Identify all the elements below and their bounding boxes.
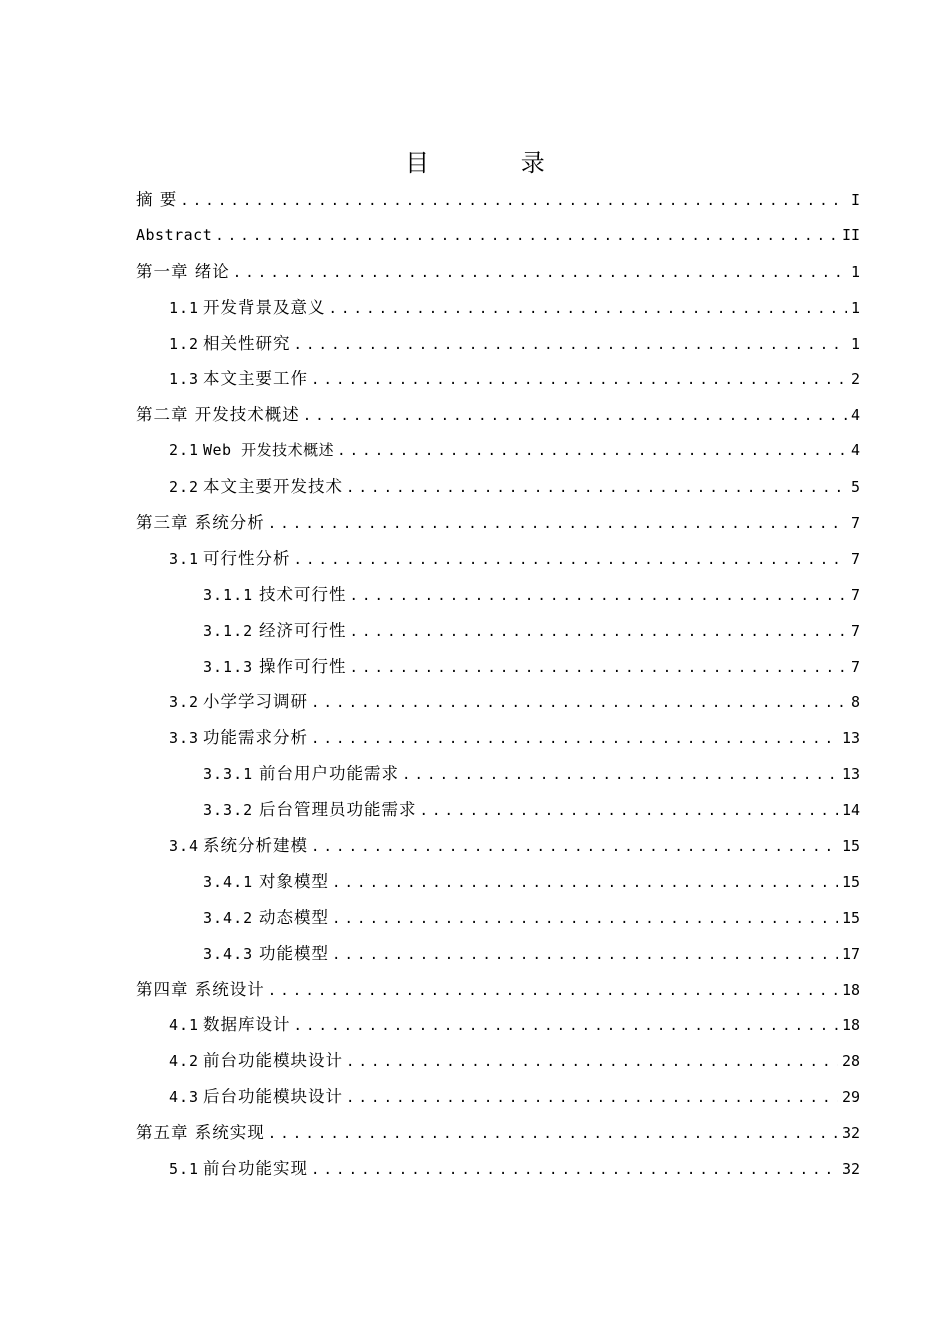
- toc-dot-leader: [294, 1009, 838, 1045]
- toc-dot-leader: [303, 399, 847, 435]
- toc-entry[interactable]: [136, 541, 860, 577]
- toc-dot-leader: [268, 974, 838, 1010]
- toc-dot-leader: [311, 830, 838, 866]
- toc-entry-page-number: 17: [841, 944, 860, 963]
- toc-entry-label: 功能需求分析: [203, 728, 308, 748]
- toc-entry-label: 第一章 绪论: [136, 261, 230, 281]
- toc-entry-page-number: 7: [850, 549, 860, 568]
- toc-entry-label: 数据库设计: [203, 1015, 291, 1035]
- toc-entry-label: 本文主要工作: [203, 369, 308, 389]
- toc-entry-label: 对象模型: [259, 871, 329, 891]
- toc-dot-leader: [311, 722, 838, 758]
- toc-entry-page-number: 5: [850, 478, 860, 497]
- toc-dot-leader: [294, 328, 847, 364]
- toc-entry-page-number: 15: [841, 837, 860, 856]
- toc-entry-number: 3.1: [169, 549, 210, 568]
- toc-dot-leader: [294, 543, 847, 579]
- toc-entry-page-number: 14: [841, 801, 860, 820]
- toc-dot-leader: [311, 363, 847, 399]
- table-of-contents: [136, 182, 860, 1187]
- toc-dot-leader: [420, 794, 838, 830]
- toc-entry-page-number: 32: [841, 1160, 860, 1179]
- toc-entry-page-number: 4: [850, 406, 860, 425]
- toc-entry[interactable]: [136, 254, 860, 290]
- toc-dot-leader: [268, 1117, 838, 1153]
- toc-entry-label: 功能模型: [259, 943, 329, 963]
- toc-dot-leader: [268, 507, 847, 543]
- toc-entry-label: 前台功能模块设计: [203, 1051, 343, 1071]
- toc-dot-leader: [329, 292, 847, 328]
- toc-dot-leader: [350, 651, 847, 687]
- toc-entry-number: 3.4.1: [203, 872, 264, 891]
- toc-entry-number: 1.2: [169, 334, 210, 353]
- toc-dot-leader: [233, 256, 847, 292]
- toc-entry[interactable]: [136, 1007, 860, 1043]
- toc-entry[interactable]: [136, 326, 860, 362]
- toc-entry-page-number: 13: [841, 765, 860, 784]
- toc-dot-leader: [311, 686, 847, 722]
- toc-entry-label: 第五章 系统实现: [136, 1123, 265, 1143]
- toc-entry-number: 5.1: [169, 1160, 210, 1179]
- toc-entry-label: 开发背景及意义: [203, 297, 326, 317]
- toc-entry[interactable]: [136, 900, 860, 936]
- toc-entry-number: 1.1: [169, 298, 210, 317]
- toc-entry[interactable]: [136, 613, 860, 649]
- toc-entry[interactable]: [136, 864, 860, 900]
- toc-entry-page-number: 32: [841, 1124, 860, 1143]
- toc-entry-page-number: 7: [850, 585, 860, 604]
- toc-entry-label: 相关性研究: [203, 333, 291, 353]
- toc-entry-page-number: 18: [841, 1016, 860, 1035]
- toc-entry[interactable]: [136, 720, 860, 756]
- toc-entry[interactable]: [136, 397, 860, 433]
- toc-entry[interactable]: [136, 433, 860, 469]
- toc-dot-leader: [337, 434, 847, 470]
- toc-entry-page-number: 18: [841, 980, 860, 999]
- toc-entry-number: 2.1: [169, 441, 210, 460]
- toc-dot-leader: [350, 615, 847, 651]
- toc-entry-label: 第四章 系统设计: [136, 979, 265, 999]
- toc-entry-number: 1.3: [169, 370, 210, 389]
- toc-entry-number: 3.1.1: [203, 585, 264, 604]
- toc-entry-number: 3.3: [169, 729, 210, 748]
- toc-entry[interactable]: [136, 218, 860, 254]
- toc-entry-number: 3.2: [169, 693, 200, 712]
- toc-entry-page-number: 1: [850, 298, 860, 317]
- toc-entry-page-number: I: [850, 191, 860, 209]
- toc-entry-number: 3.4: [169, 837, 210, 856]
- toc-entry[interactable]: [136, 1079, 860, 1115]
- toc-entry[interactable]: [136, 290, 860, 326]
- toc-entry-page-number: 28: [841, 1052, 860, 1071]
- toc-entry-label: 摘 要: [136, 190, 178, 209]
- toc-entry[interactable]: [136, 1115, 860, 1151]
- toc-dot-leader: [350, 579, 847, 615]
- toc-entry-page-number: 7: [850, 657, 860, 676]
- toc-entry-page-number: 2: [850, 370, 860, 389]
- toc-dot-leader: [332, 902, 838, 938]
- toc-entry-number: 3.4.2: [203, 908, 264, 927]
- toc-entry-page-number: 7: [850, 514, 860, 533]
- toc-dot-leader: [402, 758, 838, 794]
- toc-entry[interactable]: [136, 936, 860, 972]
- toc-entry-number: 4.1: [169, 1016, 210, 1035]
- toc-entry-page-number: 1: [850, 262, 860, 281]
- toc-entry-label: 系统分析建模: [203, 836, 308, 856]
- toc-entry-page-number: 1: [850, 334, 860, 353]
- toc-entry-label: 前台功能实现: [203, 1159, 308, 1179]
- toc-entry[interactable]: [136, 756, 860, 792]
- toc-entry-label: 动态模型: [259, 907, 329, 927]
- toc-entry-number: 3.4.3: [203, 944, 264, 963]
- toc-entry-label: 小学学习调研: [203, 692, 308, 712]
- toc-dot-leader: [346, 471, 847, 507]
- toc-entry-number: 2.2: [169, 478, 210, 497]
- toc-entry-number: 4.2: [169, 1052, 210, 1071]
- toc-entry-number: 3.3.1: [203, 765, 264, 784]
- toc-entry-label: 本文主要开发技术: [203, 477, 343, 497]
- toc-dot-leader: [332, 866, 838, 902]
- toc-entry[interactable]: [136, 684, 860, 720]
- toc-entry-label: 后台管理员功能需求: [259, 800, 417, 820]
- toc-entry[interactable]: [136, 1151, 860, 1187]
- toc-entry-label: Web 开发技术概述: [203, 441, 335, 460]
- toc-entry[interactable]: [136, 649, 860, 685]
- toc-entry-label: 操作可行性: [259, 656, 347, 676]
- toc-entry[interactable]: [136, 792, 860, 828]
- toc-dot-leader: [346, 1045, 838, 1081]
- toc-entry[interactable]: [136, 505, 860, 541]
- toc-entry[interactable]: [136, 1043, 860, 1079]
- toc-entry[interactable]: [136, 361, 860, 397]
- toc-entry[interactable]: [136, 577, 860, 613]
- toc-entry-page-number: 15: [841, 908, 860, 927]
- toc-entry[interactable]: [136, 182, 860, 218]
- toc-entry-number: 4.3: [169, 1088, 210, 1107]
- toc-entry-label: 前台用户功能需求: [259, 764, 399, 784]
- toc-entry[interactable]: [136, 828, 860, 864]
- toc-entry-label: 后台功能模块设计: [203, 1087, 343, 1107]
- toc-entry-page-number: 8: [850, 693, 860, 712]
- toc-entry-page-number: 29: [841, 1088, 860, 1107]
- toc-dot-leader: [332, 938, 838, 974]
- toc-entry-label: 经济可行性: [259, 620, 347, 640]
- toc-title: 目 录: [405, 149, 587, 177]
- toc-entry-number: 3.3.2: [203, 801, 264, 820]
- toc-entry[interactable]: [136, 469, 860, 505]
- toc-entry-label: 技术可行性: [259, 584, 347, 604]
- toc-entry-page-number: 15: [841, 872, 860, 891]
- toc-entry-page-number: 7: [850, 621, 860, 640]
- toc-dot-leader: [180, 184, 847, 220]
- toc-entry-number: 3.1.2: [203, 621, 264, 640]
- toc-dot-leader: [346, 1081, 838, 1117]
- toc-entry-page-number: II: [841, 225, 860, 244]
- toc-entry-label: 第二章 开发技术概述: [136, 405, 300, 425]
- toc-entry-label: 可行性分析: [203, 548, 291, 568]
- toc-entry-label: Abstract: [136, 225, 213, 244]
- toc-dot-leader: [311, 1153, 838, 1189]
- toc-entry-page-number: 4: [850, 441, 860, 460]
- toc-entry-number: 3.1.3: [203, 657, 264, 676]
- toc-dot-leader: [215, 219, 838, 255]
- toc-entry-label: 第三章 系统分析: [136, 513, 265, 533]
- toc-entry[interactable]: [136, 972, 860, 1008]
- toc-entry-page-number: 13: [841, 729, 860, 748]
